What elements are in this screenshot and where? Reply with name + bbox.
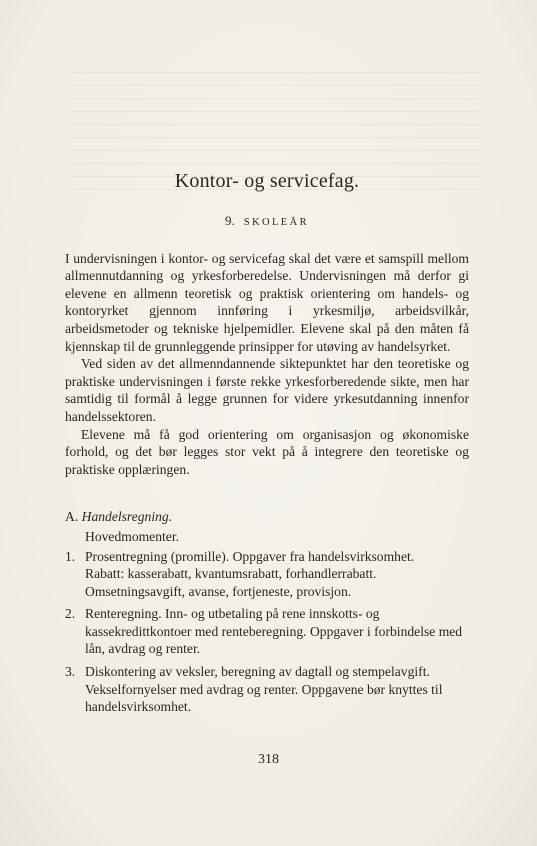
subsection-heading <box>65 508 469 526</box>
subsection-intro: Hovedmomenter. <box>85 528 180 544</box>
item-text: Prosentregning (promille). Oppgaver fra handelsvirksomhet. <box>85 548 415 564</box>
paragraph-2: Ved siden av det allmenndannende siktepunktet har den teoretiske og praktiske undervisningen i første rekke yrkesforberedende sikte, men har samtidig til formål å legge grunnen for videre yrkesutdanning innenfor handelssektoren. <box>65 356 469 424</box>
item-number: 2. <box>65 606 76 622</box>
item-number: 1. <box>65 548 76 564</box>
paragraph-1: I undervisningen i kontor- og servicefag skal det være et samspill mellom allmennutdanning og yrkesforberedelse. Undervisningen må derfor gi elevene en allmenn teoretisk og praktisk orientering om handels- og kontoryrket gjennom innføring i yrkesmiljø, arbeidsvilkår, arbeidsmetoder og tekniske hjelpemidler. Elevene skal på den måten få kjennskap til de grunnleggende prinsipper for utøving av handelsyrket. <box>65 250 469 354</box>
item-text: Diskontering av veksler, beregning av dagtall og stempelavgift. Vekselfornyelser med avdrag og renter. Oppgavene bør knyttes til handelsvirksomhet. <box>85 664 443 715</box>
list-item <box>65 548 469 601</box>
page-number: 318 <box>258 752 279 767</box>
section-heading <box>65 212 469 232</box>
item-text: Renteregning. Inn- og utbetaling på rene innskotts- og kassekredittkontoer med renteberegning. Oppgaver i forbindelse med lån, avdrag og renter. <box>85 606 463 657</box>
list-item <box>65 663 469 716</box>
item-number: 3. <box>65 664 76 680</box>
list-item <box>65 605 469 658</box>
subsection-letter: A. <box>65 509 79 525</box>
item-extra: Rabatt: kasserabatt, kvantumsrabatt, forhandlerrabatt. Omsetningsavgift, avanse, fortjeneste, provisjon. <box>85 566 377 599</box>
page-content <box>65 168 469 721</box>
item-list <box>65 548 469 716</box>
subsection-title: Handelsregning. <box>81 509 173 525</box>
section-number: 9. <box>224 213 235 228</box>
page-title: Kontor- og servicefag. <box>174 170 360 192</box>
section-label: SKOLEÅR <box>243 217 309 228</box>
paragraph-3: Elevene må få god orientering om organisasjon og økonomiske forhold, og det bør legges stor vekt på å integrere den teoretiske og praktiske opplæringen. <box>65 426 469 477</box>
